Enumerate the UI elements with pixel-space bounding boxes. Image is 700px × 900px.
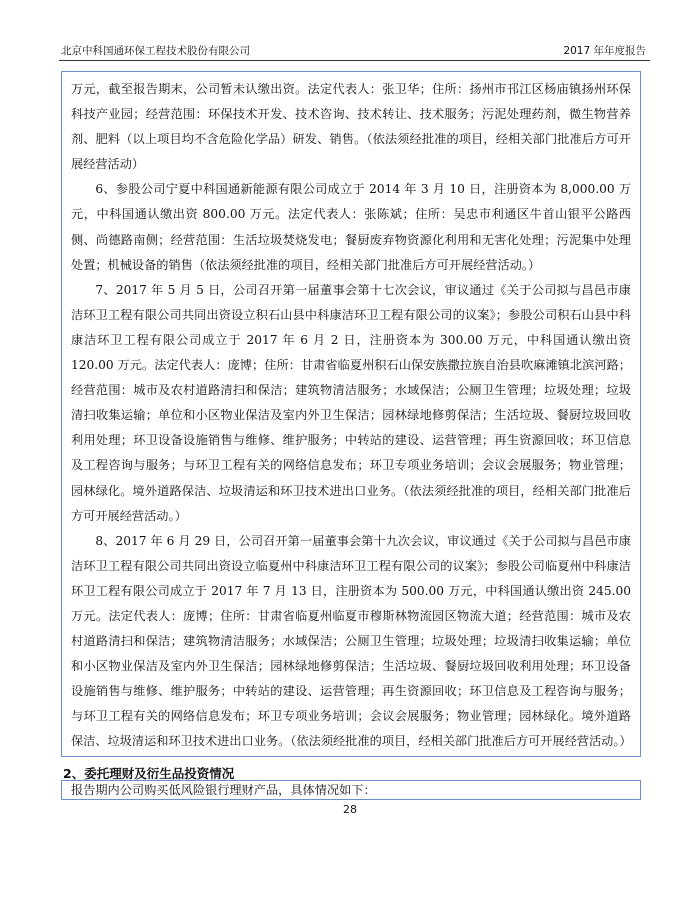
section-body-box [61,780,641,800]
page-header [59,40,650,61]
section-body-text: 报告期内公司购买低风险银行理财产品，具体情况如下： [71,783,376,797]
content-box [61,71,641,757]
paragraph-item-6: 6、参股公司宁夏中科国通新能源有限公司成立于 2014 年 3 月 10 日，注册资本为 8,000.00 万元，中科国通认缴出资 800.00 万元。法定代表人：张陈斌；住所：吴忠市利通区牛首山银平公路西侧、尚德路南侧；经营范围：生活垃圾焚烧发电；餐厨废弃物资源化利用和无害化处理；污泥集中处理处置；机械设备的销售（依法须经批准的项目，经相关部门批准后方可开展经营活动。） [71,182,631,272]
paragraph-1: 万元，截至报告期末，公司暂未认缴出资。法定代表人：张卫华；住所：扬州市邗江区杨庙镇扬州环保科技产业园；经营范围：环保技术开发、技术咨询、技术转让、技术服务；污泥处理药剂，微生物营养剂、肥料（以上项目均不含危险化学品）研发、销售。（依法须经批准的项目，经相关部门批准后方可开展经营活动） [71,82,631,172]
header-company-name: 北京中科国通环保工程技术股份有限公司 [61,45,250,57]
paragraph-item-7: 7、2017 年 5 月 5 日，公司召开第一届董事会第十七次会议，审议通过《关于公司拟与昌邑市康洁环卫工程有限公司共同出资设立积石山县中科康洁环卫工程有限公司的议案》；参股公司积石山县中科康洁环卫工程有限公司成立于 2017 年 6 月 2 日，注册资本为 300.00 万元，中科国通认缴出资 120.00 万元。法定代表人：庞博；住所：甘肃省临夏州积石山保安族撒拉族自治县吹麻滩镇北滨河路；经营范围：城市及农村道路清扫和保洁；建筑物清洁服务；水域保洁；公厕卫生管理；垃圾处理；垃圾清扫收集运输；单位和小区物业保洁及室内外卫生保洁；园林绿地修剪保洁；生活垃圾、餐厨垃圾回收利用处理；环卫设备设施销售与维修、维护服务；中转站的建设、运营管理；再生资源回收；环卫信息及工程咨询与服务；与环卫工程有关的网络信息发布；环卫专项业务培训；会议会展服务；物业管理；园林绿化。境外道路保洁、垃圾清运和环卫技术进出口业务。（依法须经批准的项目，经相关部门批准后方可开展经营活动。） [71,282,631,523]
paragraph-item-8: 8、2017 年 6 月 29 日，公司召开第一届董事会第十九次会议，审议通过《关于公司拟与昌邑市康洁环卫工程有限公司共同出资设立临夏州中科康洁环卫工程有限公司的议案》；参股公司临夏州中科康洁环卫工程有限公司成立于 2017 年 7 月 13 日，注册资本为 500.00 万元，中科国通认缴出资 245.00 万元。法定代表人：庞博；住所：甘肃省临夏州临夏市穆斯林物流园区物流大道；经营范围：城市及农村道路清扫和保洁；建筑物清洁服务；水域保洁；公厕卫生管理；垃圾处理；垃圾清扫收集运输；单位和小区物业保洁及室内外卫生保洁；园林绿地修剪保洁；生活垃圾、餐厨垃圾回收利用处理；环卫设备设施销售与维修、维护服务；中转站的建设、运营管理；再生资源回收；环卫信息及工程咨询与服务；与环卫工程有关的网络信息发布；环卫专项业务培训；会议会展服务；物业管理；园林绿化。境外道路保洁、垃圾清运和环卫技术进出口业务。（依法须经批准的项目，经相关部门批准后方可开展经营活动。） [71,533,632,749]
page-number: 28 [343,803,357,816]
section-title: 2、委托理财及衍生品投资情况 [63,766,235,781]
header-report-title: 2017 年年度报告 [563,45,646,57]
